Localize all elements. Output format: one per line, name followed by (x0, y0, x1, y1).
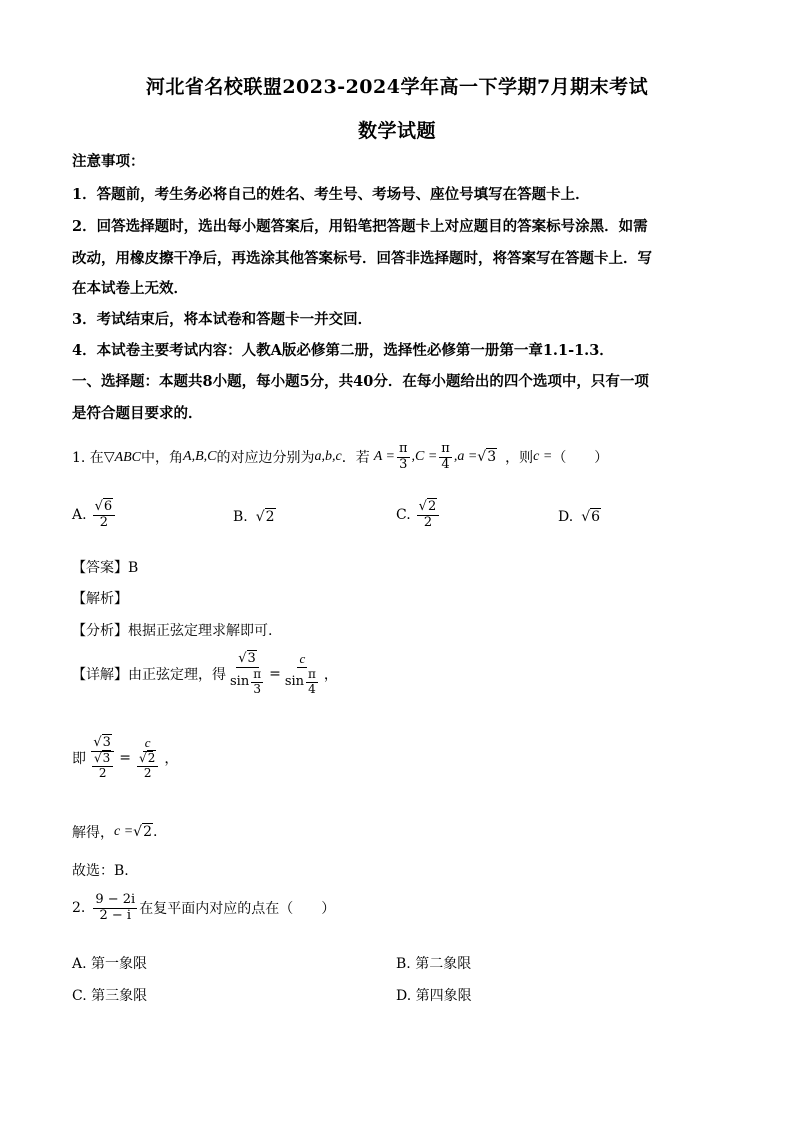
exam-subtitle: 数学试题 (357, 120, 436, 142)
section-1-line-2: 是符合题目要求的． (72, 405, 203, 422)
q1-detail: 【详解】 由正弦定理，得 √3 sin $\frac{\pi}{3}$ = c sin $\frac{\pi}{4}$ ， (72, 651, 338, 696)
notice-heading: 注意事项： (72, 153, 145, 170)
q1-mid1: 中，角 (141, 450, 184, 467)
q1-detail-frac-right: c sin $\frac{\pi}{4}$ (284, 651, 316, 696)
q1-triangle: ▽ABC (103, 449, 142, 465)
notice-item-1: 1．答题前，考生务必将自己的姓名、考生号、考场号、座位号填写在答题卡上． (72, 186, 590, 203)
q2-fraction: $\frac{9 - 2i}{2 - i}$ (95, 892, 136, 923)
q2-option-c: C. 第三象限 (72, 988, 148, 1004)
notice-item-4: 4．本试卷主要考试内容：人教A版必修第二册，选择性必修第一册第一章1.1-1.3． (72, 342, 614, 359)
exam-title: 河北省名校联盟2023-2024学年高一下学期7月期末考试 (145, 76, 649, 98)
q2-option-d: D. 第四象限 (396, 988, 472, 1004)
q1-answer: 【答案】B (72, 560, 139, 576)
q1-option-b: B. √2 (233, 509, 275, 525)
q1-cond-c-angle: ,C = (411, 449, 438, 465)
question-2-stem: 2. $\frac{9 - 2i}{2 - i}$ 在复平面内对应的点在（ ） (72, 892, 336, 923)
q1-suffix: （ ） (552, 450, 609, 467)
q1-mid3: ．若 (341, 450, 370, 467)
q1-analysis-tag: 【解析】 (72, 591, 128, 607)
q2-option-b: B. 第二象限 (396, 956, 472, 972)
q1-suffix-pre: ，则 (505, 450, 534, 467)
q1-sides: a,b,c (314, 449, 342, 465)
notice-item-3: 3．考试结束后，将本试卷和答题卡一并交回． (72, 311, 373, 328)
q1-ji: 即 $\frac{√3}{\frac{√3}{2}}$ = $\frac{c}{\frac{√2}{2}}$ ， (72, 735, 179, 780)
q1-solution: 解得， c = √2 . (72, 824, 158, 841)
q1-angles: A,B,C (183, 449, 217, 465)
q1-frac-pi-4: $\frac{\pi}{4}$ (441, 441, 450, 472)
notice-item-2-line-3: 在本试卷上无效． (72, 280, 188, 297)
q2-option-a: A. 第一象限 (72, 956, 148, 972)
q1-cond-a-angle: A = (373, 449, 395, 465)
notice-item-2-line-1: 2．回答选择题时，选出每小题答案后，用铅笔把答题卡上对应题目的答案标号涂黑．如需 (72, 218, 648, 235)
question-1-stem (72, 442, 608, 473)
notice-item-2-line-2: 改动，用橡皮擦干净后，再选涂其他答案标号．回答非选择题时，将答案写在答题卡上．写 (72, 250, 652, 267)
q1-option-c: C. $\frac{√2}{2}$ (396, 500, 441, 531)
q1-option-a: A. $\frac{√6}{2}$ (72, 500, 117, 531)
q1-prefix: 1. 在 (72, 450, 104, 467)
q1-frac-pi-3: $\frac{\pi}{3}$ (398, 441, 408, 472)
section-1-line-1: 一、选择题：本题共8小题，每小题5分，共40分．在每小题给出的四个选项中，只有一项 (72, 373, 649, 390)
q1-final-choice: 故选：B. (72, 863, 129, 879)
q1-cond-a-side: ,a = (453, 449, 478, 465)
q1-mid2: 的对应边分别为 (216, 450, 315, 467)
q1-fenxi: 【分析】根据正弦定理求解即可. (72, 623, 273, 639)
q1-c-eq: c = (533, 449, 553, 465)
q1-detail-frac-left: √3 sin $\frac{\pi}{3}$ (230, 651, 262, 696)
q1-sqrt-3: √3 (477, 449, 497, 466)
q1-option-d: D. √6 (558, 509, 601, 525)
